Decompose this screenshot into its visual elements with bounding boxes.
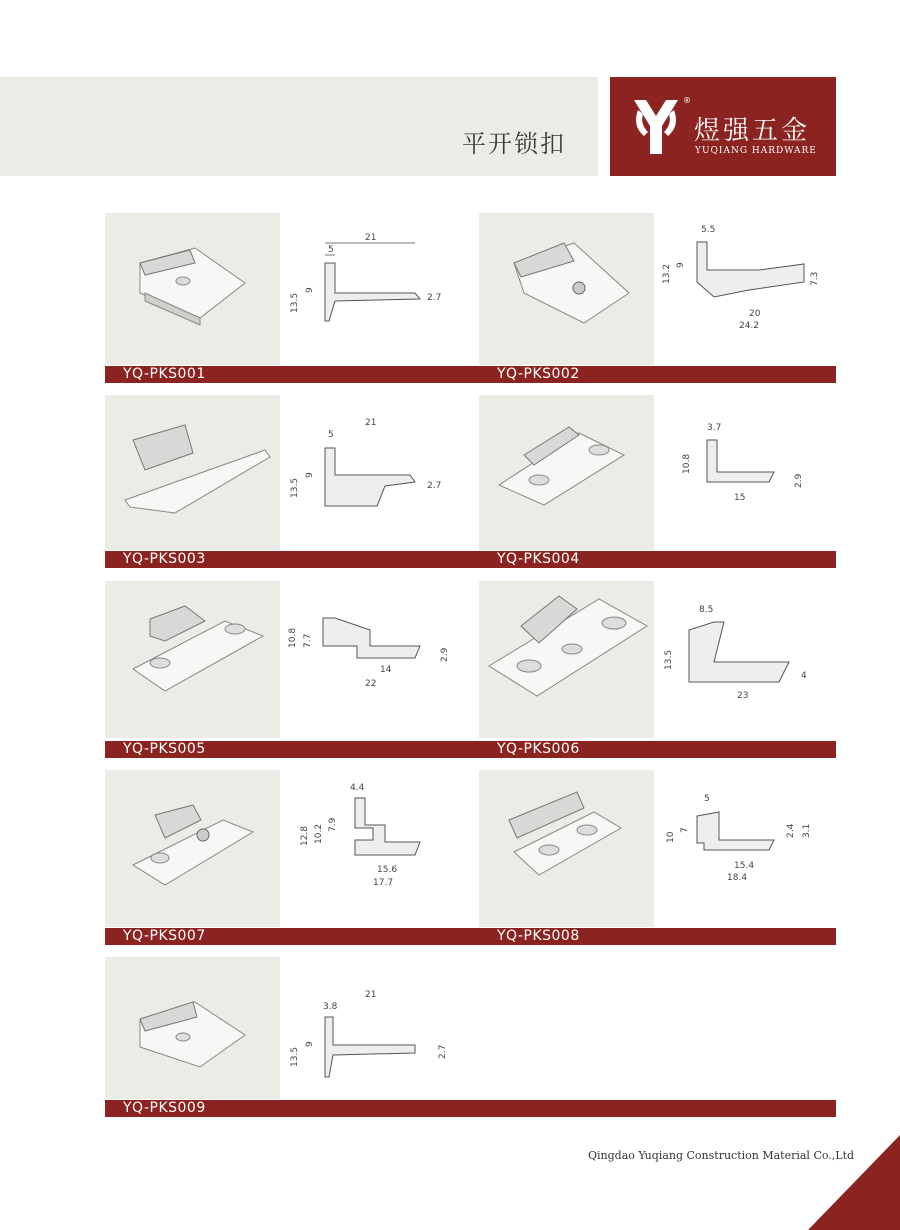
product-photo	[479, 395, 654, 550]
page-title: 平开锁扣	[462, 130, 566, 158]
product-code: YQ-PKS005	[123, 741, 206, 757]
dim-label: 13.5	[664, 649, 674, 670]
product-photo	[105, 213, 280, 365]
product-photo	[479, 770, 654, 927]
plate-photo-icon	[105, 581, 280, 738]
product-photo	[479, 213, 654, 365]
dim-label: 8.5	[699, 605, 714, 615]
dim-label: 2.7	[438, 1044, 448, 1059]
dim-label: 9	[305, 1041, 315, 1047]
dim-label: 17.7	[373, 878, 394, 888]
dim-label: 2.7	[427, 481, 442, 491]
dim-label: 7	[680, 827, 690, 833]
dimension-drawing	[659, 222, 824, 337]
plate-photo-icon	[479, 581, 654, 738]
dim-label: 12.8	[300, 825, 310, 846]
latch-photo-icon	[105, 395, 280, 550]
dimension-drawing	[659, 600, 824, 715]
dim-label: 13.5	[290, 477, 300, 498]
latch-photo-icon	[105, 770, 280, 927]
dim-label: 7.7	[303, 633, 313, 648]
latch-photo-icon	[479, 213, 654, 365]
dim-label: 9	[676, 262, 686, 268]
dim-label: 21	[365, 990, 377, 1000]
dim-label: 3.7	[707, 423, 722, 433]
dim-label: 23	[737, 691, 749, 701]
dim-label: 10	[666, 831, 676, 843]
dimension-drawing	[285, 780, 450, 895]
plate-photo-icon	[479, 395, 654, 550]
dim-label: 2.7	[427, 293, 442, 303]
product-code: YQ-PKS001	[123, 366, 206, 382]
dim-label: 7.9	[328, 817, 338, 832]
dim-label: 24.2	[739, 321, 760, 331]
corner-triangle	[808, 1135, 900, 1230]
dim-label: 22	[365, 679, 377, 689]
dimension-drawing	[285, 985, 450, 1100]
dim-label: 13.5	[290, 1046, 300, 1067]
dim-label: 9	[305, 472, 315, 478]
latch-photo-icon	[105, 957, 280, 1099]
dim-label: 4	[801, 671, 807, 681]
product-code: YQ-PKS006	[497, 741, 580, 757]
product-photo	[479, 581, 654, 738]
dimension-drawing	[285, 225, 450, 340]
company-footer: Qingdao Yuqiang Construction Material Co.,Ltd	[588, 1149, 855, 1162]
brand-name-en: YUQIANG HARDWARE	[695, 146, 817, 156]
dim-label: 20	[749, 309, 761, 319]
dimension-drawing	[659, 410, 824, 525]
dim-label: 4.4	[350, 783, 365, 793]
product-photo	[105, 395, 280, 550]
dim-label: 10.2	[314, 823, 324, 844]
dim-label: 13.5	[290, 292, 300, 313]
registered-mark: ®	[683, 96, 691, 105]
dimension-drawing	[285, 410, 450, 525]
dimension-drawing	[285, 600, 450, 715]
product-label-bar	[105, 1100, 836, 1117]
dim-label: 15.6	[377, 865, 398, 875]
product-code: YQ-PKS009	[123, 1100, 206, 1116]
dim-label: 18.4	[727, 873, 748, 883]
latch-photo-icon	[105, 213, 280, 365]
dim-label: 3.8	[323, 1002, 338, 1012]
product-photo	[105, 581, 280, 738]
product-code: YQ-PKS008	[497, 928, 580, 944]
brand-name-cn: 煜强五金	[694, 116, 811, 146]
product-code: YQ-PKS004	[497, 551, 580, 567]
dim-label: 2.9	[440, 647, 450, 662]
dim-label: 15	[734, 493, 746, 503]
dim-label: 15.4	[734, 861, 755, 871]
dim-label: 5	[704, 794, 710, 804]
dim-label: 3.1	[802, 823, 812, 838]
dim-label: 21	[365, 233, 377, 243]
dim-label: 9	[305, 287, 315, 293]
dim-label: 13.2	[662, 263, 672, 284]
dim-label: 10.8	[682, 453, 692, 474]
dim-label: 2.4	[786, 823, 796, 838]
dim-label: 7.3	[810, 271, 820, 286]
plate-photo-icon	[479, 770, 654, 927]
dim-label: 21	[365, 418, 377, 428]
dim-label: 14	[380, 665, 392, 675]
dim-label: 5	[328, 430, 334, 440]
product-photo	[105, 770, 280, 927]
dimension-drawing	[659, 788, 824, 903]
product-code: YQ-PKS003	[123, 551, 206, 567]
product-code: YQ-PKS007	[123, 928, 206, 944]
dim-label: 5.5	[701, 225, 716, 235]
dim-label: 2.9	[794, 473, 804, 488]
product-photo	[105, 957, 280, 1099]
product-code: YQ-PKS002	[497, 366, 580, 382]
brand-logo-icon	[630, 96, 682, 158]
dim-label: 5	[328, 245, 334, 255]
dim-label: 10.8	[288, 627, 298, 648]
